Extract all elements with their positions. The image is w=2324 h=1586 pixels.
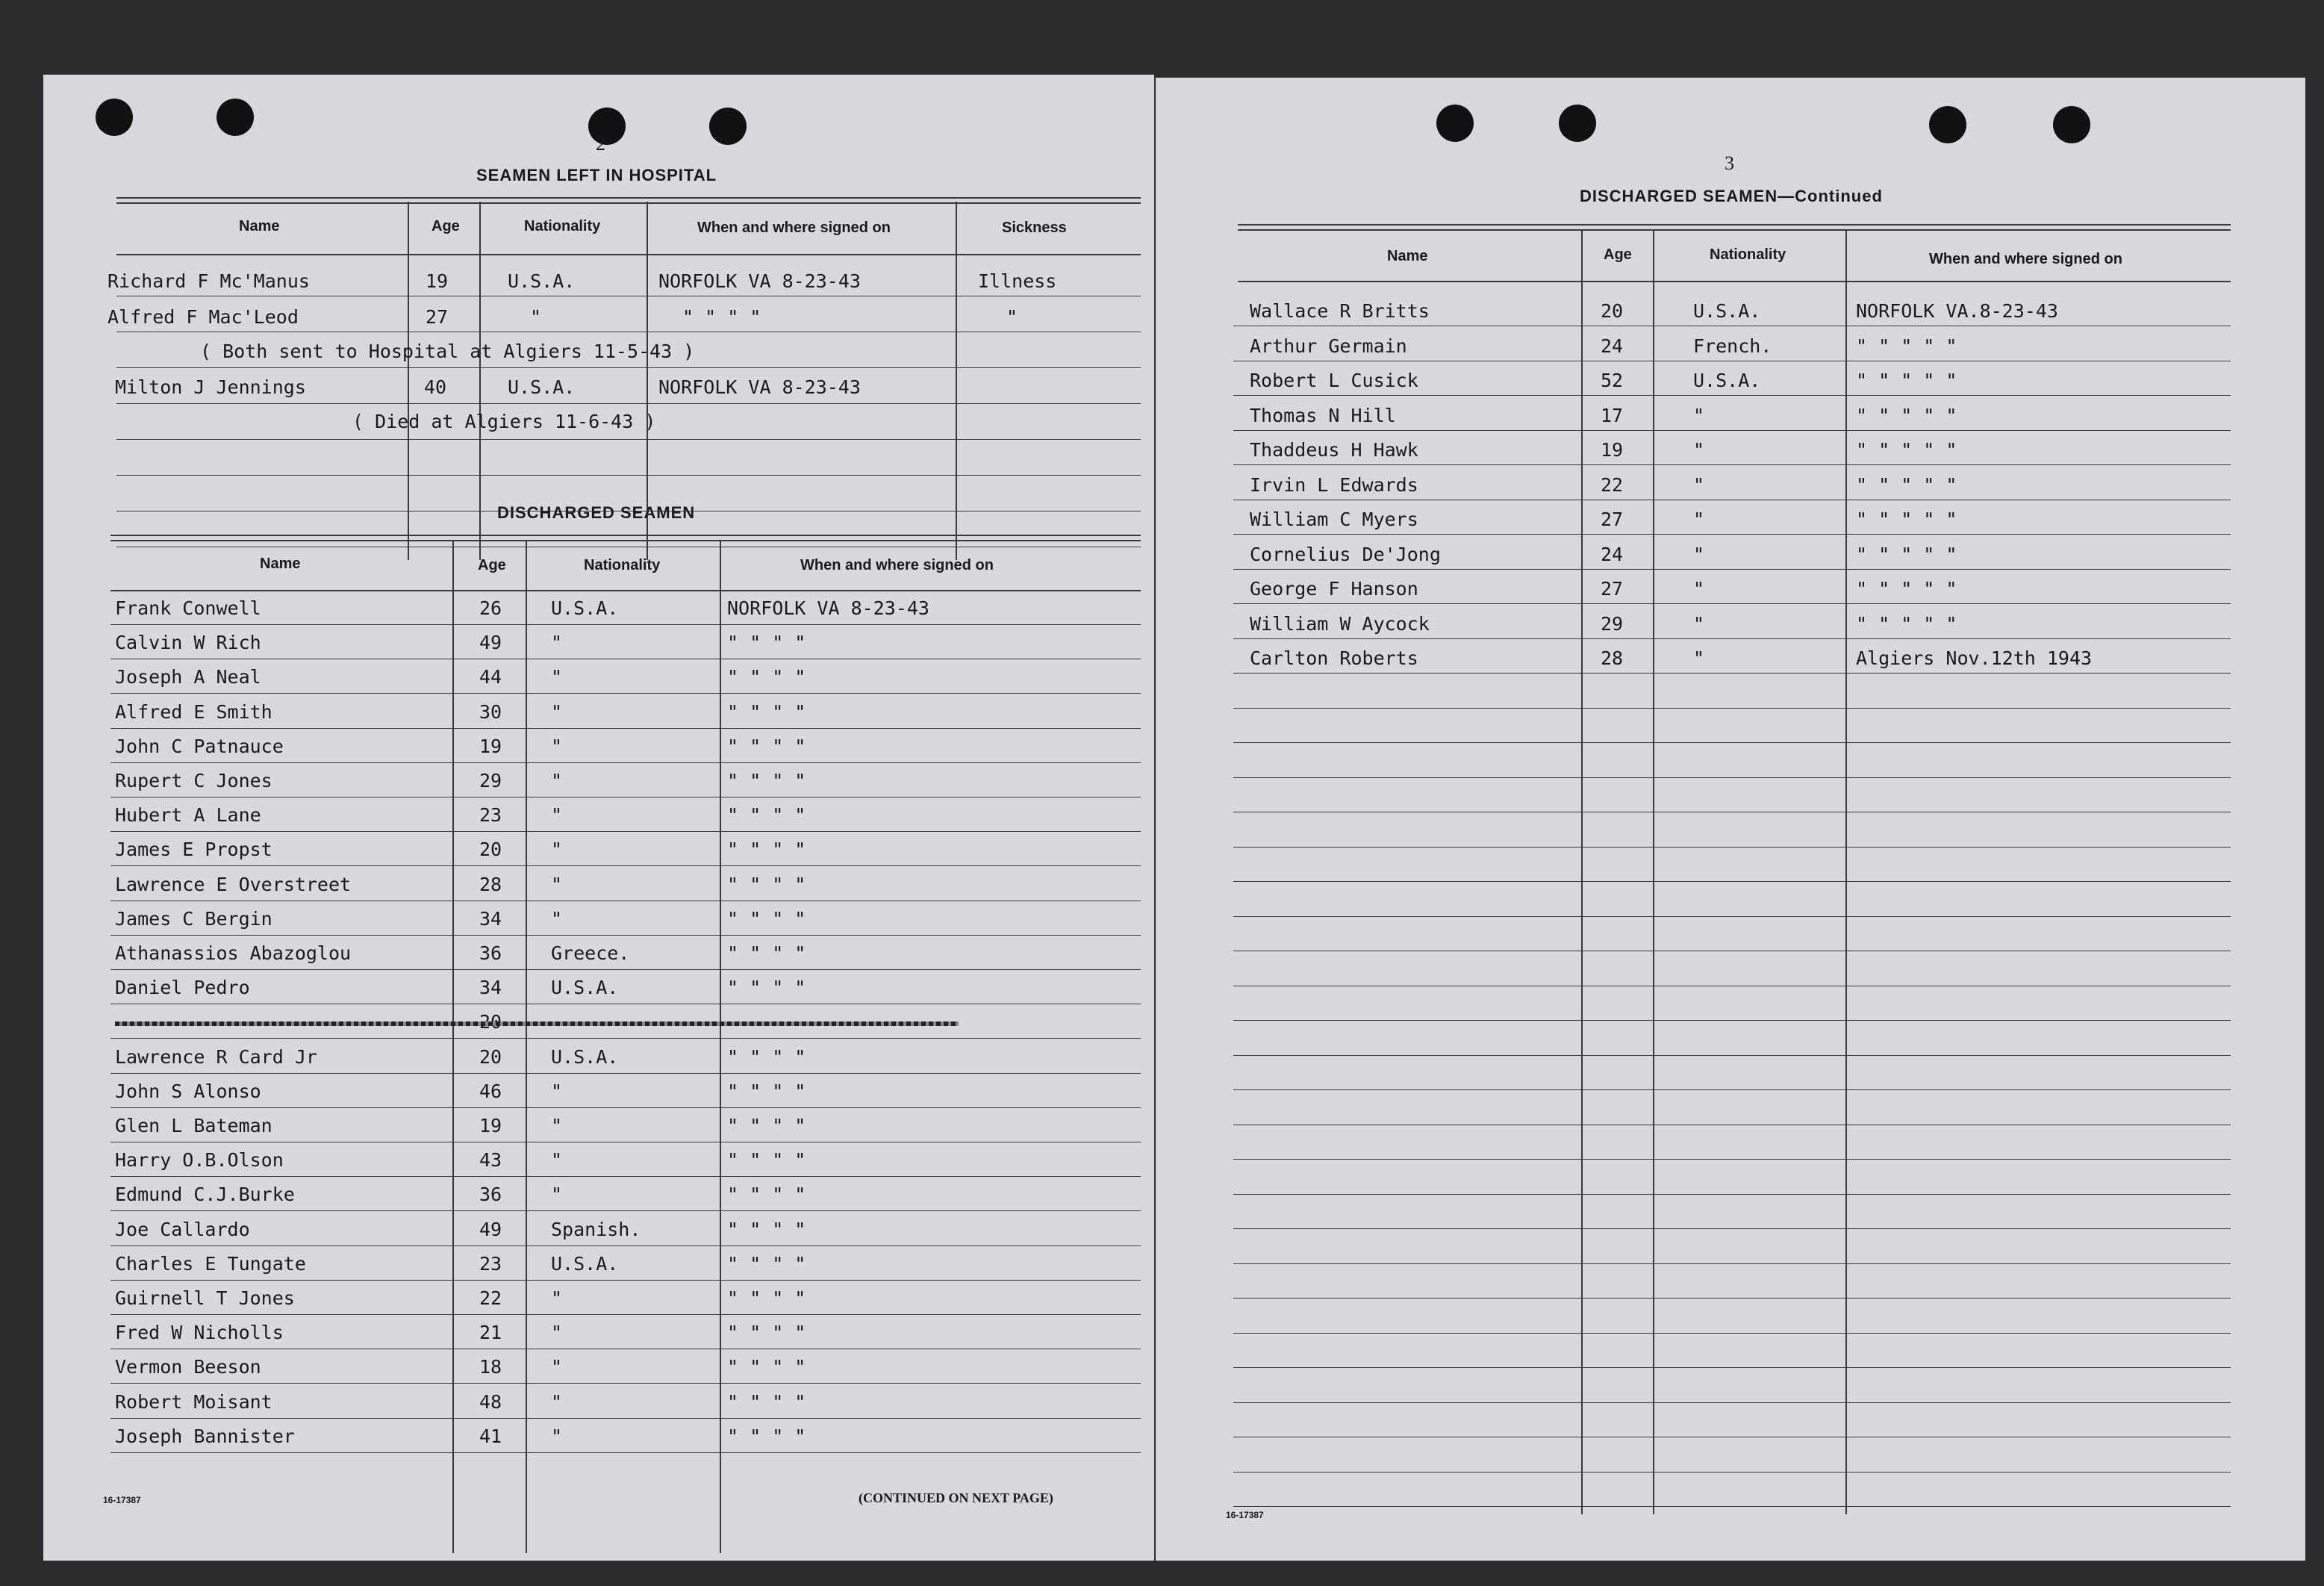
age-cell: 28 — [1601, 647, 1624, 669]
age-cell: 40 — [424, 376, 447, 398]
signed-cell: " " " " " — [1856, 612, 1957, 635]
rule — [110, 1452, 1141, 1453]
sickness-cell: " — [1006, 306, 1018, 328]
signed-cell: " " " " — [727, 770, 806, 792]
rule — [110, 1107, 1141, 1108]
nationality-cell: " — [551, 907, 563, 930]
name-cell: Rupert C Jones — [115, 770, 272, 792]
age-cell: 29 — [1601, 612, 1624, 635]
column-divider — [408, 202, 409, 560]
name-cell: Glen L Bateman — [115, 1115, 272, 1136]
rule — [110, 535, 1141, 541]
rule — [1233, 1089, 2231, 1090]
nationality-cell: " — [551, 1356, 563, 1378]
rule — [1233, 673, 2231, 674]
rule — [1233, 603, 2231, 604]
age-cell: 36 — [479, 942, 502, 964]
punch-hole — [709, 108, 747, 145]
name-cell: Alfred E Smith — [115, 700, 272, 723]
signed-cell: " " " " — [727, 1252, 806, 1275]
nationality-cell: " — [551, 1184, 563, 1206]
rule — [110, 590, 1141, 591]
age-cell: 46 — [479, 1080, 502, 1102]
age-cell: 19 — [1601, 439, 1624, 461]
header-name: Name — [260, 556, 301, 572]
rule — [1233, 1367, 2231, 1368]
name-cell: Lawrence E Overstreet — [115, 873, 352, 895]
age-cell: 34 — [479, 907, 502, 930]
column-divider — [452, 541, 454, 1553]
column-divider — [720, 541, 721, 1553]
signed-cell: NORFOLK VA.8-23-43 — [1856, 300, 2058, 322]
rule — [110, 969, 1141, 970]
age-cell: 43 — [479, 1149, 502, 1172]
nationality-cell: " — [551, 1322, 563, 1344]
rule — [1233, 1020, 2231, 1021]
punch-hole — [96, 99, 133, 136]
name-cell: Thaddeus H Hawk — [1250, 439, 1418, 461]
nationality-cell: " — [1693, 404, 1705, 426]
signed-cell: " " " " — [727, 700, 806, 723]
nationality-cell: " — [1693, 612, 1705, 635]
name-cell: Cornelius De'Jong — [1250, 543, 1441, 565]
rule — [110, 1280, 1141, 1281]
name-cell: Richard F Mc'Manus — [108, 270, 310, 292]
nationality-cell: " — [1693, 439, 1705, 461]
discharged-continued-title: DISCHARGED SEAMEN—Continued — [1580, 187, 1883, 205]
signed-cell: NORFOLK VA 8-23-43 — [658, 376, 861, 398]
name-cell: Harry O.B.Olson — [115, 1149, 284, 1172]
name-cell: Athanassios Abazoglou — [115, 942, 352, 964]
rule — [1233, 881, 2231, 882]
name-cell: Frank Conwell — [115, 597, 261, 619]
continued-note: (CONTINUED ON NEXT PAGE) — [859, 1490, 1053, 1505]
age-cell: 23 — [479, 804, 502, 827]
name-cell: Hubert A Lane — [115, 804, 261, 827]
age-cell: 17 — [1601, 404, 1624, 426]
nationality-cell: " — [1693, 647, 1705, 669]
signed-cell: " " " " " — [1856, 335, 1957, 357]
signed-cell: " " " " — [727, 1390, 806, 1413]
age-cell: 19 — [479, 1115, 502, 1136]
age-cell: 27 — [1601, 509, 1624, 530]
signed-cell: " " " " — [727, 1149, 806, 1172]
age-cell: 22 — [1601, 473, 1624, 496]
signed-cell: " " " " — [727, 1080, 806, 1102]
signed-cell: " " " " — [727, 1356, 806, 1378]
punch-hole — [588, 108, 626, 145]
age-cell: 20 — [1601, 300, 1624, 322]
name-cell: Irvin L Edwards — [1250, 473, 1418, 496]
age-cell: 30 — [479, 700, 502, 723]
signed-cell: " " " " — [727, 804, 806, 827]
signed-cell: " " " " " — [1856, 543, 1957, 565]
signed-cell: " " " " — [727, 1218, 806, 1240]
signed-cell: " " " " " — [1856, 473, 1957, 496]
column-divider — [1845, 230, 1847, 1514]
header-nationality: Nationality — [524, 218, 601, 234]
nationality-cell: " — [551, 839, 563, 861]
age-cell: 27 — [1601, 578, 1624, 600]
rule — [110, 865, 1141, 866]
age-cell: 52 — [1601, 370, 1624, 391]
age-cell: 19 — [479, 735, 502, 757]
punch-hole — [2053, 106, 2090, 143]
nationality-cell: " — [551, 1115, 563, 1136]
hospital-title: SEAMEN LEFT IN HOSPITAL — [476, 166, 717, 184]
signed-cell: " " " " — [727, 1322, 806, 1344]
rule — [116, 475, 1141, 476]
rule — [1233, 777, 2231, 778]
age-cell: 26 — [479, 597, 502, 619]
name-cell: Guirnell T Jones — [115, 1287, 295, 1309]
name-cell: Lawrence R Card Jr — [115, 1045, 317, 1068]
nationality-cell: " — [551, 873, 563, 895]
header-name: Name — [1387, 248, 1428, 264]
rule — [110, 624, 1141, 625]
rule — [116, 367, 1141, 368]
name-cell: Thomas N Hill — [1250, 404, 1396, 426]
name-cell: Charles E Tungate — [115, 1252, 306, 1275]
rule — [1233, 1055, 2231, 1056]
signed-cell: " " " " — [727, 839, 806, 861]
age-cell: 19 — [426, 270, 449, 292]
name-cell: Calvin W Rich — [115, 632, 261, 654]
header-age: Age — [432, 218, 460, 234]
punch-hole — [1929, 106, 1966, 143]
rule — [1233, 395, 2231, 396]
nationality-cell: " — [551, 1149, 563, 1172]
column-divider — [1581, 230, 1583, 1514]
age-cell: 48 — [479, 1390, 502, 1413]
rule — [110, 1210, 1141, 1211]
rule — [1233, 534, 2231, 535]
signed-cell: " " " " — [727, 977, 806, 999]
header-age: Age — [1604, 246, 1632, 263]
rule — [1233, 742, 2231, 743]
nationality-cell: U.S.A. — [551, 1045, 619, 1068]
header-nationality: Nationality — [1710, 246, 1786, 263]
header-signed: When and where signed on — [800, 557, 994, 573]
rule — [1233, 1506, 2231, 1507]
rule — [1233, 1263, 2231, 1264]
discharged-title: DISCHARGED SEAMEN — [497, 503, 696, 522]
age-cell: 49 — [479, 632, 502, 654]
nationality-cell: U.S.A. — [551, 977, 619, 999]
signed-cell: " " " " — [727, 1287, 806, 1309]
right-page — [1156, 78, 2305, 1561]
rule — [1233, 1194, 2231, 1195]
name-cell: Robert L Cusick — [1250, 370, 1418, 391]
signed-cell: " " " " — [727, 873, 806, 895]
age-cell: 20 — [479, 1045, 502, 1068]
nationality-cell: " — [551, 700, 563, 723]
age-cell: 29 — [479, 770, 502, 792]
name-cell: Daniel Pedro — [115, 977, 250, 999]
age-cell: 23 — [479, 1252, 502, 1275]
header-name: Name — [239, 218, 280, 234]
punch-hole — [216, 99, 254, 136]
signed-cell: Algiers Nov.12th 1943 — [1856, 647, 2093, 669]
age-cell: 28 — [479, 873, 502, 895]
column-divider — [479, 202, 481, 560]
signed-cell: " " " " — [727, 942, 806, 964]
hospital-note: ( Died at Algiers 11-6-43 ) — [352, 411, 656, 432]
rule — [1233, 708, 2231, 709]
column-divider — [526, 541, 527, 1553]
age-cell: 41 — [479, 1425, 502, 1447]
punch-hole — [1559, 105, 1596, 142]
age-cell: 44 — [479, 666, 502, 688]
strike-through-mark — [115, 1021, 959, 1026]
rule — [110, 831, 1141, 832]
rule — [1233, 1228, 2231, 1229]
header-signed: When and where signed on — [1929, 251, 2122, 267]
header-nationality: Nationality — [584, 557, 661, 573]
rule — [1233, 1472, 2231, 1473]
nationality-cell: Spanish. — [551, 1218, 641, 1240]
name-cell: Arthur Germain — [1250, 335, 1407, 357]
name-cell: Wallace R Britts — [1250, 300, 1430, 322]
name-cell: Carlton Roberts — [1250, 647, 1418, 669]
header-age: Age — [478, 557, 506, 573]
nationality-cell: French. — [1693, 335, 1772, 357]
rule — [110, 935, 1141, 936]
signed-cell: " " " " " — [1856, 439, 1957, 461]
rule — [116, 403, 1141, 404]
nationality-cell: " — [551, 1390, 563, 1413]
signed-cell: " " " " — [727, 1115, 806, 1136]
name-cell: William C Myers — [1250, 509, 1418, 530]
nationality-cell: " — [551, 770, 563, 792]
name-cell: James C Bergin — [115, 907, 272, 930]
signed-cell: " " " " " — [1856, 509, 1957, 530]
nationality-cell: U.S.A. — [1693, 300, 1761, 322]
nationality-cell: Greece. — [551, 942, 630, 964]
nationality-cell: " — [1693, 473, 1705, 496]
age-cell: 24 — [1601, 543, 1624, 565]
rule — [110, 1314, 1141, 1315]
signed-cell: " " " " — [727, 632, 806, 654]
nationality-cell: U.S.A. — [508, 376, 576, 398]
signed-cell: NORFOLK VA 8-23-43 — [658, 270, 861, 292]
age-cell: 49 — [479, 1218, 502, 1240]
rule — [110, 1038, 1141, 1039]
name-cell: John S Alonso — [115, 1080, 261, 1102]
nationality-cell: " — [1693, 543, 1705, 565]
name-cell: Joe Callardo — [115, 1218, 250, 1240]
name-cell: Joseph A Neal — [115, 666, 261, 688]
signed-cell: " " " " — [727, 907, 806, 930]
left-page — [43, 75, 1154, 1561]
rule — [1238, 281, 2231, 282]
name-cell: Vermon Beeson — [115, 1356, 261, 1378]
name-cell: John C Patnauce — [115, 735, 284, 757]
rule — [1233, 1298, 2231, 1299]
form-number: 16-17387 — [103, 1495, 141, 1505]
nationality-cell: U.S.A. — [1693, 370, 1761, 391]
rule — [110, 1176, 1141, 1177]
age-cell: 24 — [1601, 335, 1624, 357]
age-cell: 18 — [479, 1356, 502, 1378]
punch-hole — [1436, 105, 1474, 142]
nationality-cell: " — [551, 1425, 563, 1447]
rule — [110, 1073, 1141, 1074]
rule — [1233, 464, 2231, 465]
signed-cell: " " " " " — [1856, 404, 1957, 426]
nationality-cell: " — [1693, 578, 1705, 600]
header-sickness: Sickness — [1002, 220, 1067, 236]
header-signed: When and where signed on — [697, 220, 891, 236]
rule — [110, 728, 1141, 729]
column-divider — [956, 202, 957, 560]
age-cell: 20 — [479, 839, 502, 861]
rule — [110, 693, 1141, 694]
column-divider — [1653, 230, 1654, 1514]
nationality-cell: " — [551, 804, 563, 827]
rule — [110, 1418, 1141, 1419]
rule — [1233, 847, 2231, 848]
rule — [1233, 1333, 2231, 1334]
signed-cell: " " " " " — [1856, 578, 1957, 600]
nationality-cell: " — [551, 632, 563, 654]
rule — [1233, 430, 2231, 431]
nationality-cell: " — [1693, 509, 1705, 530]
signed-cell: " " " " — [727, 1425, 806, 1447]
hospital-note: ( Both sent to Hospital at Algiers 11-5-43 ) — [200, 340, 695, 362]
name-cell: Robert Moisant — [115, 1390, 272, 1413]
name-cell: Fred W Nicholls — [115, 1322, 284, 1344]
name-cell: George F Hanson — [1250, 578, 1418, 600]
name-cell: James E Propst — [115, 839, 272, 861]
name-cell: Alfred F Mac'Leod — [108, 306, 299, 328]
rule — [116, 439, 1141, 440]
nationality-cell: " — [551, 1080, 563, 1102]
rule — [1233, 1402, 2231, 1403]
nationality-cell: U.S.A. — [551, 1252, 619, 1275]
rule — [116, 254, 1141, 255]
rule — [1238, 224, 2231, 231]
form-number: 16-17387 — [1226, 1510, 1264, 1520]
signed-cell: " " " " " — [1856, 370, 1957, 391]
nationality-cell: U.S.A. — [551, 597, 619, 619]
name-cell: Edmund C.J.Burke — [115, 1184, 295, 1206]
signed-cell: " " " " — [727, 1045, 806, 1068]
nationality-cell: U.S.A. — [508, 270, 576, 292]
page-number: 3 — [1725, 152, 1734, 174]
age-cell: 34 — [479, 977, 502, 999]
rule — [110, 1383, 1141, 1384]
name-cell: Joseph Bannister — [115, 1425, 295, 1447]
rule — [1233, 1159, 2231, 1160]
signed-cell: " " " " — [727, 735, 806, 757]
name-cell: William W Aycock — [1250, 612, 1430, 635]
nationality-cell: " — [551, 666, 563, 688]
rule — [116, 197, 1141, 204]
age-cell: 21 — [479, 1322, 502, 1344]
sickness-cell: Illness — [978, 270, 1057, 292]
signed-cell: " " " " — [727, 1184, 806, 1206]
name-cell: Milton J Jennings — [115, 376, 306, 398]
nationality-cell: " — [551, 1287, 563, 1309]
rule — [1233, 638, 2231, 639]
rule — [110, 762, 1141, 763]
age-cell: 36 — [479, 1184, 502, 1206]
page-number: 2 — [596, 133, 605, 155]
rule — [1233, 569, 2231, 570]
rule — [1233, 916, 2231, 917]
age-cell: 27 — [426, 306, 449, 328]
signed-cell: NORFOLK VA 8-23-43 — [727, 597, 929, 619]
nationality-cell: " — [530, 306, 542, 328]
age-cell: 22 — [479, 1287, 502, 1309]
signed-cell: " " " " — [682, 306, 761, 328]
nationality-cell: " — [551, 735, 563, 757]
signed-cell: " " " " — [727, 666, 806, 688]
